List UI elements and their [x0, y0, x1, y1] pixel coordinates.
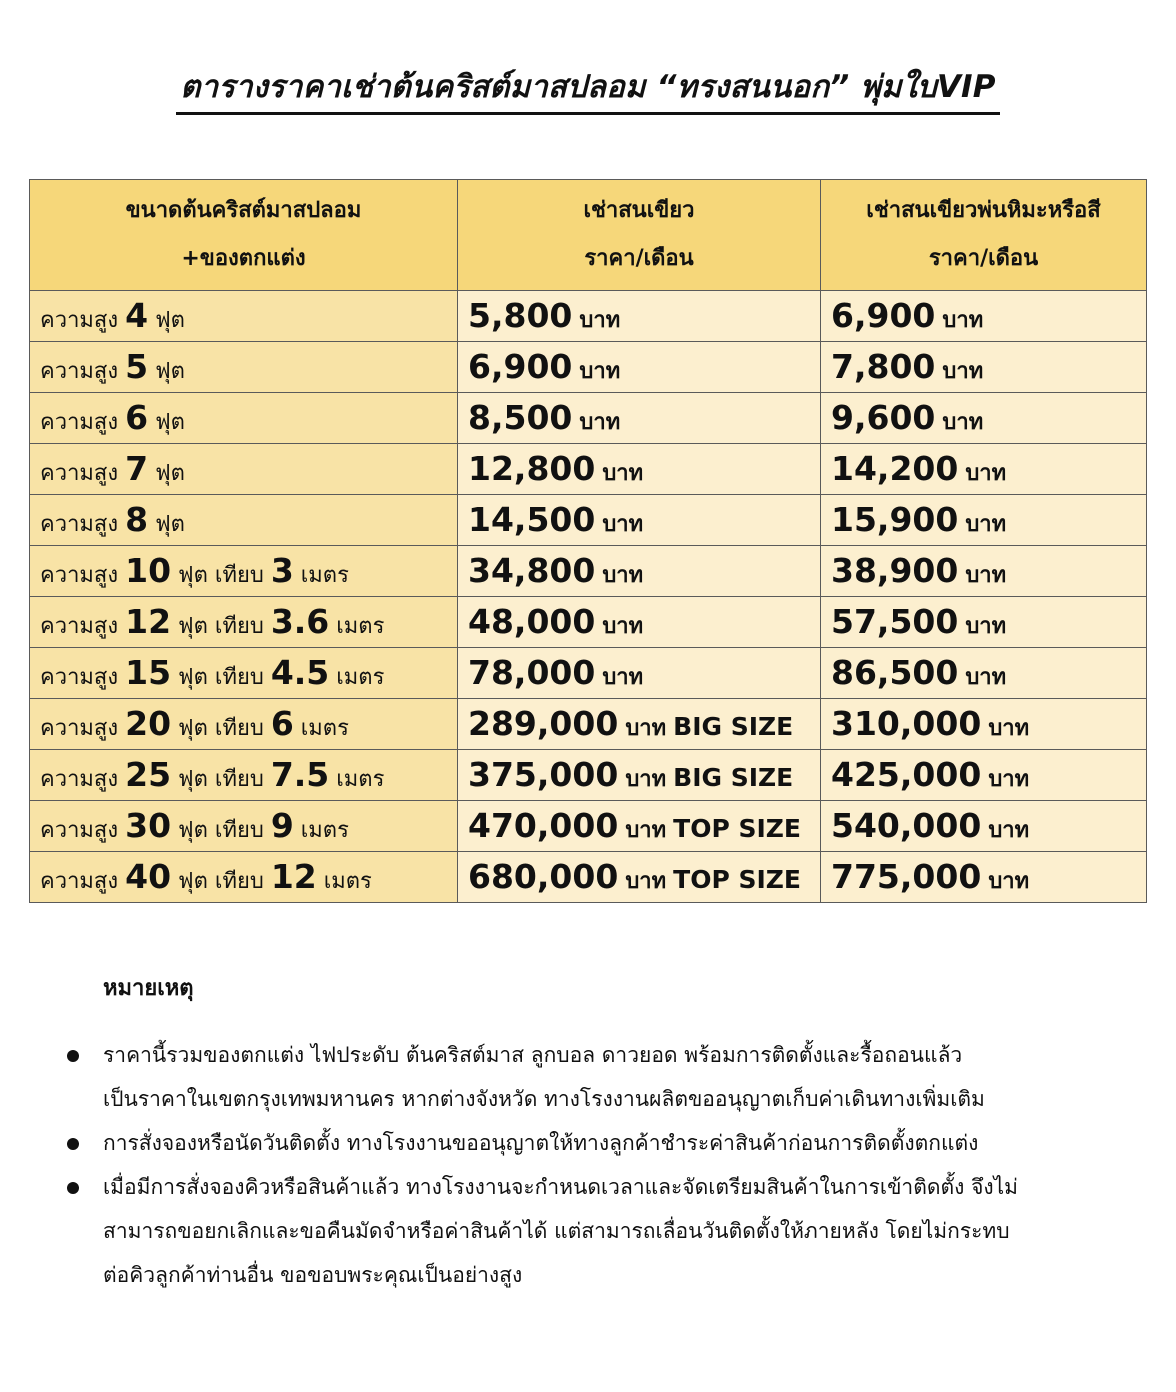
snow-price-unit: บาท [942, 358, 984, 384]
snow-price-cell [821, 648, 1147, 699]
snow-price-cell [821, 393, 1147, 444]
size-cell [30, 291, 458, 342]
height-label: ความสูง [40, 766, 119, 792]
notes-heading: หมายเหตุ [103, 976, 194, 1001]
meter-unit: เมตร [336, 766, 385, 792]
green-price-unit: บาท [625, 715, 667, 741]
meter-unit: เมตร [323, 868, 372, 894]
height-label: ความสูง [40, 409, 119, 435]
green-price-value: 6,900 [468, 346, 573, 386]
table-row [30, 444, 1147, 495]
snow-price-cell [821, 444, 1147, 495]
green-price-value: 8,500 [468, 397, 573, 437]
table-row [30, 597, 1147, 648]
green-price-cell [458, 750, 821, 801]
snow-price-cell [821, 750, 1147, 801]
table-row [30, 750, 1147, 801]
snow-price-unit: บาท [965, 460, 1007, 486]
height-feet-value: 12 [125, 601, 172, 641]
size-cell [30, 801, 458, 852]
size-cell [30, 495, 458, 546]
height-feet-value: 8 [125, 499, 149, 539]
snow-price-unit: บาท [942, 409, 984, 435]
note-line: ราคานี้รวมของตกแต่ง ไฟประดับ ต้นคริสต์มาส ลูกบอล ดาวยอด พร้อมการติดตั้งและรื้อถอนแล้ว [103, 1043, 963, 1067]
height-label: ความสูง [40, 562, 119, 588]
green-price-value: 289,000 [468, 703, 619, 743]
feet-unit: ฟุต [155, 511, 185, 537]
table-row [30, 699, 1147, 750]
meter-unit: เมตร [336, 613, 385, 639]
height-label: ความสูง [40, 664, 119, 690]
snow-price-cell [821, 342, 1147, 393]
snow-price-unit: บาท [965, 664, 1007, 690]
meter-unit: เมตร [300, 562, 349, 588]
page-title [0, 68, 1176, 115]
table-row [30, 852, 1147, 903]
height-feet-value: 20 [125, 703, 172, 743]
size-cell [30, 342, 458, 393]
green-price-value: 375,000 [468, 754, 619, 794]
snow-price-cell [821, 546, 1147, 597]
size-tag: TOP SIZE [673, 864, 801, 894]
height-feet-value: 30 [125, 805, 172, 845]
size-cell [30, 546, 458, 597]
note-line: เป็นราคาในเขตกรุงเทพมหานคร หากต่างจังหวัด ทางโรงงานผลิตขออนุญาตเก็บค่าเดินทางเพิ่มเติม [103, 1087, 985, 1111]
green-price-cell [458, 444, 821, 495]
price-table [29, 179, 1147, 903]
snow-price-cell [821, 291, 1147, 342]
snow-price-value: 775,000 [831, 856, 982, 896]
snow-price-cell [821, 495, 1147, 546]
page-title-text: ตารางราคาเช่าต้นคริสต์มาสปลอม “ทรงสนนอก” พุ่มใบVIP [176, 68, 999, 115]
green-price-value: 5,800 [468, 295, 573, 335]
green-price-unit: บาท [602, 511, 644, 537]
snow-price-unit: บาท [965, 562, 1007, 588]
table-row [30, 495, 1147, 546]
green-price-value: 470,000 [468, 805, 619, 845]
header-size [30, 180, 458, 291]
green-price-unit: บาท [602, 460, 644, 486]
green-price-unit: บาท [602, 664, 644, 690]
notes-list [103, 1033, 1163, 1297]
meter-unit: เมตร [300, 715, 349, 741]
height-label: ความสูง [40, 511, 119, 537]
approx-label: เทียบ [214, 664, 264, 690]
height-meters-value: 3 [270, 550, 294, 590]
snow-price-unit: บาท [988, 715, 1030, 741]
green-price-cell [458, 597, 821, 648]
snow-price-value: 38,900 [831, 550, 959, 590]
size-cell [30, 444, 458, 495]
snow-price-value: 540,000 [831, 805, 982, 845]
size-tag: BIG SIZE [673, 711, 794, 741]
header-size-line1: ขนาดต้นคริสต์มาสปลอม [125, 198, 362, 223]
green-price-unit: บาท [625, 868, 667, 894]
size-tag: BIG SIZE [673, 762, 794, 792]
table-row [30, 801, 1147, 852]
height-feet-value: 40 [125, 856, 172, 896]
table-row [30, 648, 1147, 699]
green-price-unit: บาท [579, 358, 621, 384]
size-cell [30, 597, 458, 648]
height-label: ความสูง [40, 460, 119, 486]
note-line: การสั่งจองหรือนัดวันติดตั้ง ทางโรงงานขออนุญาตให้ทางลูกค้าชำระค่าสินค้าก่อนการติดตั้งตกแต่ง [103, 1131, 979, 1155]
feet-unit: ฟุต [178, 715, 208, 741]
height-meters-value: 6 [270, 703, 294, 743]
snow-price-value: 9,600 [831, 397, 936, 437]
feet-unit: ฟุต [178, 817, 208, 843]
height-label: ความสูง [40, 613, 119, 639]
height-feet-value: 10 [125, 550, 172, 590]
header-snow [821, 180, 1147, 291]
size-cell [30, 393, 458, 444]
height-label: ความสูง [40, 358, 119, 384]
table-row [30, 291, 1147, 342]
green-price-value: 48,000 [468, 601, 596, 641]
feet-unit: ฟุต [155, 460, 185, 486]
green-price-cell [458, 801, 821, 852]
header-snow-line2: ราคา/เดือน [928, 246, 1039, 271]
green-price-unit: บาท [602, 613, 644, 639]
snow-price-value: 7,800 [831, 346, 936, 386]
green-price-cell [458, 852, 821, 903]
green-price-cell [458, 393, 821, 444]
feet-unit: ฟุต [178, 613, 208, 639]
snow-price-unit: บาท [942, 307, 984, 333]
approx-label: เทียบ [214, 715, 264, 741]
green-price-unit: บาท [602, 562, 644, 588]
table-body [30, 291, 1147, 903]
bullet-icon [67, 1138, 79, 1150]
green-price-unit: บาท [579, 307, 621, 333]
feet-unit: ฟุต [178, 868, 208, 894]
note-item [103, 1165, 1163, 1297]
table-header-row [30, 180, 1147, 291]
feet-unit: ฟุต [155, 307, 185, 333]
green-price-cell [458, 699, 821, 750]
green-price-unit: บาท [625, 817, 667, 843]
snow-price-unit: บาท [965, 511, 1007, 537]
meter-unit: เมตร [300, 817, 349, 843]
note-line: เมื่อมีการสั่งจองคิวหรือสินค้าแล้ว ทางโรงงานจะกำหนดเวลาและจัดเตรียมสินค้าในการเข้าติดตั้ง จึงไม่ [103, 1175, 1019, 1199]
snow-price-unit: บาท [988, 766, 1030, 792]
height-feet-value: 5 [125, 346, 149, 386]
height-feet-value: 7 [125, 448, 149, 488]
height-meters-value: 4.5 [270, 652, 330, 692]
approx-label: เทียบ [214, 817, 264, 843]
meter-unit: เมตร [336, 664, 385, 690]
size-cell [30, 699, 458, 750]
snow-price-value: 425,000 [831, 754, 982, 794]
note-item [103, 1121, 1163, 1165]
snow-price-value: 14,200 [831, 448, 959, 488]
bullet-icon [67, 1182, 79, 1194]
green-price-cell [458, 648, 821, 699]
height-feet-value: 6 [125, 397, 149, 437]
note-item [103, 1033, 1163, 1121]
height-meters-value: 3.6 [270, 601, 330, 641]
approx-label: เทียบ [214, 766, 264, 792]
snow-price-unit: บาท [988, 817, 1030, 843]
header-green-line1: เช่าสนเขียว [583, 198, 695, 223]
snow-price-value: 15,900 [831, 499, 959, 539]
header-green [458, 180, 821, 291]
feet-unit: ฟุต [178, 562, 208, 588]
snow-price-cell [821, 852, 1147, 903]
table-row [30, 546, 1147, 597]
green-price-unit: บาท [579, 409, 621, 435]
green-price-value: 14,500 [468, 499, 596, 539]
height-label: ความสูง [40, 868, 119, 894]
size-tag: TOP SIZE [673, 813, 801, 843]
note-line: ต่อคิวลูกค้าท่านอื่น ขอขอบพระคุณเป็นอย่างสูง [103, 1263, 523, 1287]
green-price-value: 680,000 [468, 856, 619, 896]
snow-price-unit: บาท [965, 613, 1007, 639]
snow-price-unit: บาท [988, 868, 1030, 894]
snow-price-value: 57,500 [831, 601, 959, 641]
table-row [30, 342, 1147, 393]
height-feet-value: 15 [125, 652, 172, 692]
header-snow-line1: เช่าสนเขียวพ่นหิมะหรือสี [866, 198, 1101, 223]
snow-price-value: 86,500 [831, 652, 959, 692]
snow-price-cell [821, 801, 1147, 852]
snow-price-value: 6,900 [831, 295, 936, 335]
feet-unit: ฟุต [178, 766, 208, 792]
height-label: ความสูง [40, 307, 119, 333]
bullet-icon [67, 1050, 79, 1062]
note-line: สามารถขอยกเลิกและขอคืนมัดจำหรือค่าสินค้าได้ แต่สามารถเลื่อนวันติดตั้งให้ภายหลัง โดยไม่กระทบ [103, 1219, 1010, 1243]
size-cell [30, 648, 458, 699]
snow-price-cell [821, 699, 1147, 750]
green-price-unit: บาท [625, 766, 667, 792]
feet-unit: ฟุต [178, 664, 208, 690]
header-size-line2: +ของตกแต่ง [181, 246, 306, 271]
green-price-cell [458, 291, 821, 342]
feet-unit: ฟุต [155, 358, 185, 384]
height-label: ความสูง [40, 715, 119, 741]
green-price-cell [458, 342, 821, 393]
green-price-value: 34,800 [468, 550, 596, 590]
height-label: ความสูง [40, 817, 119, 843]
height-meters-value: 9 [270, 805, 294, 845]
approx-label: เทียบ [214, 613, 264, 639]
approx-label: เทียบ [214, 562, 264, 588]
table-row [30, 393, 1147, 444]
approx-label: เทียบ [214, 868, 264, 894]
height-meters-value: 7.5 [270, 754, 330, 794]
green-price-cell [458, 546, 821, 597]
height-feet-value: 4 [125, 295, 149, 335]
snow-price-value: 310,000 [831, 703, 982, 743]
size-cell [30, 852, 458, 903]
size-cell [30, 750, 458, 801]
green-price-value: 78,000 [468, 652, 596, 692]
header-green-line2: ราคา/เดือน [584, 246, 694, 271]
green-price-cell [458, 495, 821, 546]
snow-price-cell [821, 597, 1147, 648]
height-feet-value: 25 [125, 754, 172, 794]
feet-unit: ฟุต [155, 409, 185, 435]
height-meters-value: 12 [270, 856, 317, 896]
green-price-value: 12,800 [468, 448, 596, 488]
